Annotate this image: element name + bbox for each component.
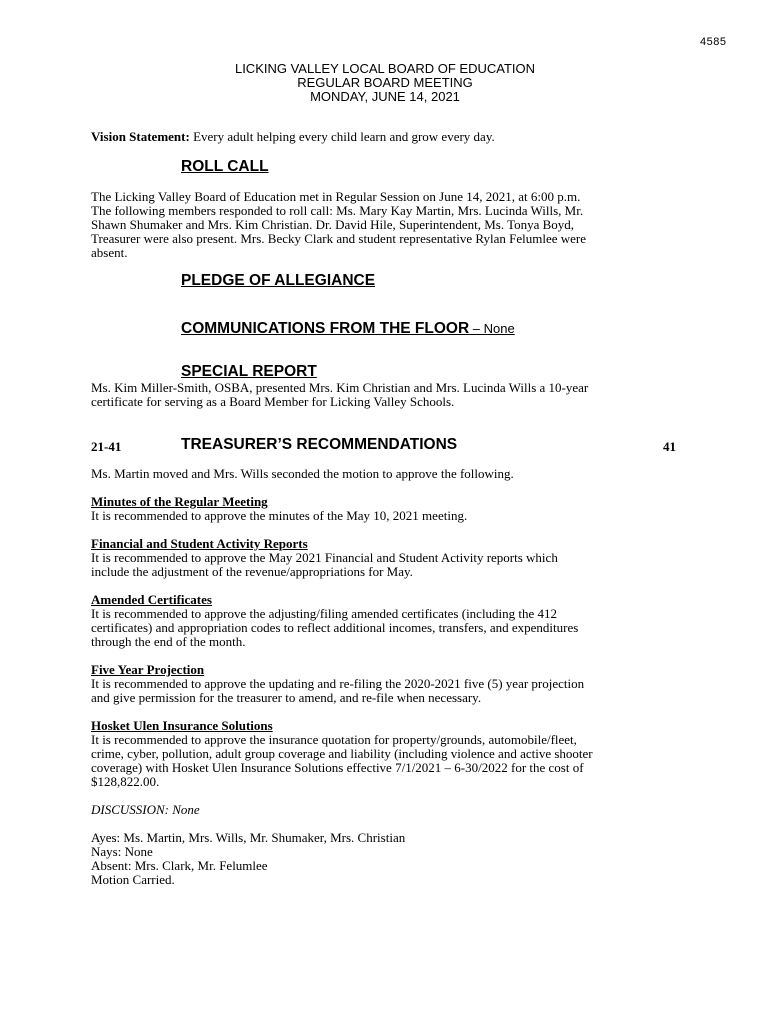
recommendation-item xyxy=(91,719,691,789)
recommendation-title: Minutes of the Regular Meeting xyxy=(91,494,268,509)
recommendation-line: $128,822.00. xyxy=(91,774,160,789)
pledge-heading: PLEDGE OF ALLEGIANCE xyxy=(181,272,376,289)
page-number: 4585 xyxy=(700,36,727,48)
roll-call-paragraph xyxy=(91,190,691,260)
vote-record xyxy=(91,831,691,887)
header-line-1: LICKING VALLEY LOCAL BOARD OF EDUCATION xyxy=(234,61,536,76)
vote-line: Absent: Mrs. Clark, Mr. Felumlee xyxy=(91,858,268,873)
recommendation-title: Financial and Student Activity Reports xyxy=(91,536,308,551)
communications-title: COMMUNICATIONS FROM THE FLOOR xyxy=(181,320,470,337)
recommendation-title: Hosket Ulen Insurance Solutions xyxy=(91,718,273,733)
recommendation-line: It is recommended to approve the minutes of the May 10, 2021 meeting. xyxy=(91,508,468,523)
recommendation-line: through the end of the month. xyxy=(91,634,246,649)
recommendation-item xyxy=(91,495,691,523)
recommendation-title: Five Year Projection xyxy=(91,662,205,677)
communications-trail: – None xyxy=(469,321,515,336)
special-report-line: certificate for serving as a Board Member for Licking Valley Schools. xyxy=(91,394,455,409)
vote-line: Nays: None xyxy=(91,844,153,859)
special-report-line: Ms. Kim Miller-Smith, OSBA, presented Mrs. Kim Christian and Mrs. Lucinda Wills a 10-year xyxy=(91,380,589,395)
communications-heading xyxy=(181,320,515,338)
header-line-2: REGULAR BOARD MEETING xyxy=(297,75,473,90)
recommendation-line: It is recommended to approve the updating and re-filing the 2020-2021 five (5) year projection xyxy=(91,676,585,691)
vote-line: Ayes: Ms. Martin, Mrs. Wills, Mr. Shumaker, Mrs. Christian xyxy=(91,830,406,845)
item-page-reference: 41 xyxy=(663,439,676,454)
treasurer-heading: TREASURER’S RECOMMENDATIONS xyxy=(181,436,458,453)
roll-call-line: absent. xyxy=(91,245,128,260)
recommendation-title: Amended Certificates xyxy=(91,592,212,607)
recommendation-item xyxy=(91,593,691,649)
recommendation-line: coverage) with Hosket Ulen Insurance Solutions effective 7/1/2021 – 6-30/2022 for the cost of xyxy=(91,760,584,775)
vote-line: Motion Carried. xyxy=(91,872,175,887)
motion-statement: Ms. Martin moved and Mrs. Wills seconded the motion to approve the following. xyxy=(91,466,514,481)
recommendation-line: It is recommended to approve the May 2021 Financial and Student Activity reports which xyxy=(91,550,558,565)
recommendation-item xyxy=(91,537,691,579)
recommendation-line: crime, cyber, pollution, adult group coverage and liability (including violence and active shooter xyxy=(91,746,593,761)
item-number: 21-41 xyxy=(91,439,122,454)
recommendation-line: certificates) and appropriation codes to reflect additional incomes, transfers, and expenditures xyxy=(91,620,579,635)
recommendation-line: include the adjustment of the revenue/appropriations for May. xyxy=(91,564,413,579)
roll-call-line: Treasurer were also present. Mrs. Becky Clark and student representative Rylan Felumlee were xyxy=(91,231,587,246)
recommendation-item xyxy=(91,663,691,705)
recommendation-line: It is recommended to approve the insurance quotation for property/grounds, automobile/fleet, xyxy=(91,732,577,747)
vision-text: Every adult helping every child learn and grow every day. xyxy=(189,129,495,144)
roll-call-heading: ROLL CALL xyxy=(181,158,269,175)
header-line-3: MONDAY, JUNE 14, 2021 xyxy=(310,89,460,104)
discussion-note: DISCUSSION: None xyxy=(91,802,200,817)
vision-statement xyxy=(91,130,691,144)
recommendation-line: and give permission for the treasurer to amend, and re-file when necessary. xyxy=(91,690,482,705)
document-header xyxy=(0,62,770,104)
special-report-paragraph xyxy=(91,381,691,409)
roll-call-line: The following members responded to roll call: Ms. Mary Kay Martin, Mrs. Lucinda Wills, Mr. xyxy=(91,203,584,218)
roll-call-line: Shawn Shumaker and Mrs. Kim Christian. Dr. David Hile, Superintendent, Ms. Tonya Boyd, xyxy=(91,217,575,232)
roll-call-line: The Licking Valley Board of Education met in Regular Session on June 14, 2021, at 6:00 p.m. xyxy=(91,189,581,204)
special-report-heading: SPECIAL REPORT xyxy=(181,363,317,380)
recommendation-line: It is recommended to approve the adjusting/filing amended certificates (including the 412 xyxy=(91,606,558,621)
vision-label: Vision Statement: xyxy=(91,129,190,144)
